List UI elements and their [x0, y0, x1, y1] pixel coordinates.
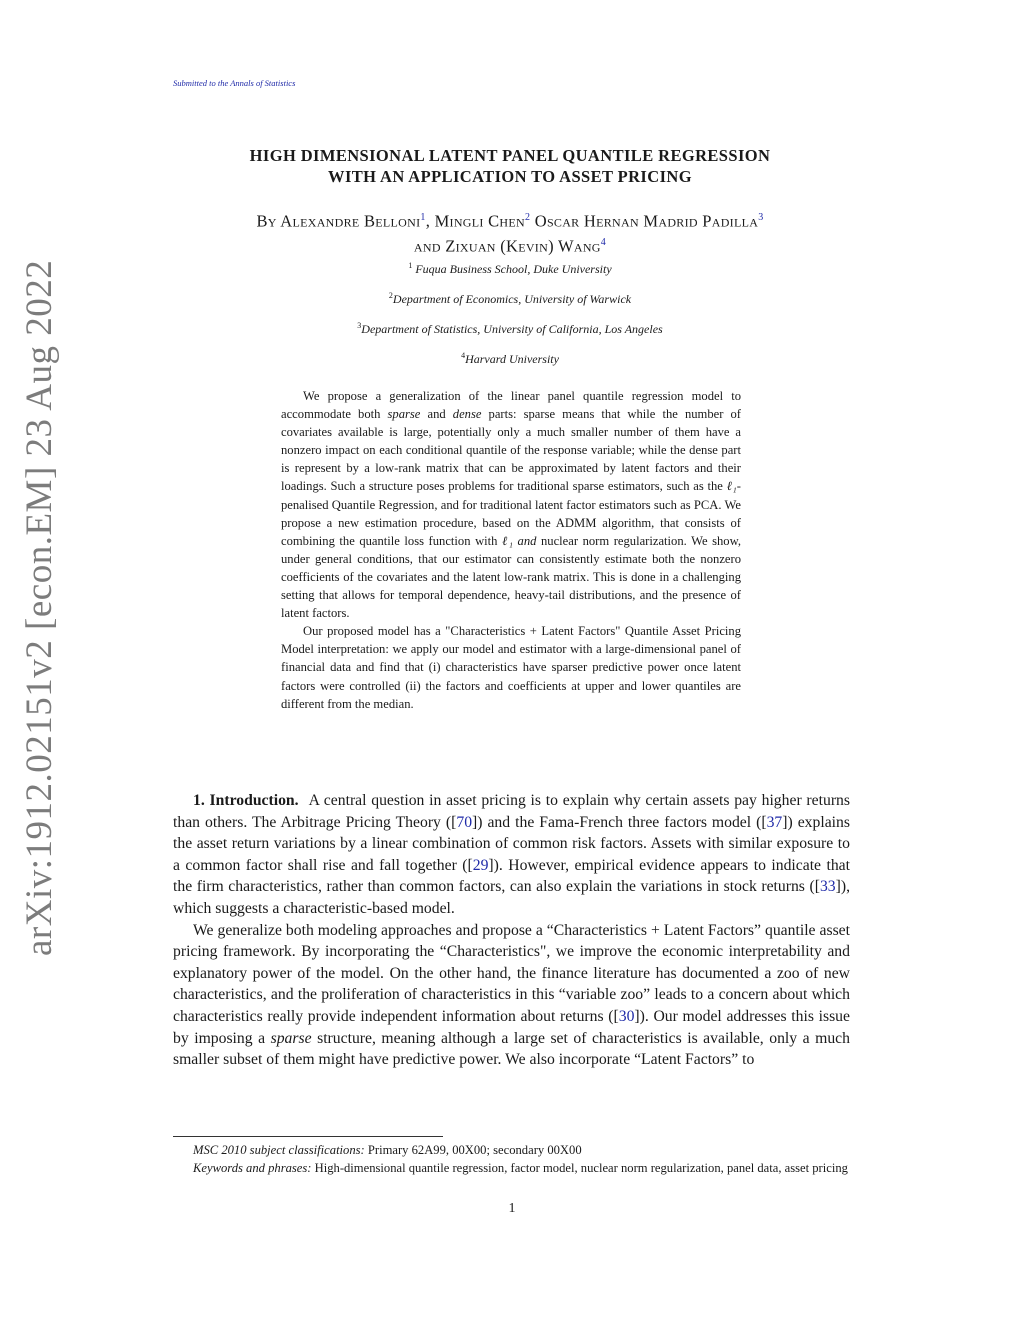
page-number: 1	[508, 1201, 516, 1216]
title-line-2: WITH AN APPLICATION TO ASSET PRICING	[328, 167, 692, 186]
keywords-footnote	[173, 1159, 850, 1177]
affiliation-mark: 4	[461, 351, 466, 360]
intro-paragraph-2	[173, 920, 850, 1071]
affil-mark-1[interactable]: 1	[420, 212, 426, 223]
author-chen: Mingli Chen	[434, 211, 525, 231]
body-text: A central question in asset pricing is to explain why certain assets pay higher returns than others. The Arbitrage Pricing Theory ([	[173, 792, 850, 831]
footnotes	[173, 1141, 850, 1177]
section-heading: 1. Introduction.	[193, 792, 299, 809]
abstract-text: parts: sparse means that while the number of covariates available is large, potentially only a much smaller number of them have a nonzero impact on each conditional quantile of the response variable; while the dense part is represent by a low-rank matrix that can be approximated by latent factors and their loadings. Such a structure poses problems for traditional sparse estimators, such as the	[281, 407, 741, 494]
body-text: structure, meaning although a large set of characteristics is available, only a much smaller subset of them might have predictive power. We also incorporate “Latent Factors” to	[173, 1029, 850, 1069]
and-label: and	[413, 236, 441, 255]
affiliation-text: Department of Statistics, University of California, Los Angeles	[361, 322, 663, 336]
citation-link[interactable]: 33	[819, 878, 836, 896]
affiliation-mark: 1	[408, 261, 413, 270]
body-text: ]) explains the asset return variations by a linear combination of common risk factors. Assets with similar exposure to a common factor shall rise and fall together ([	[173, 813, 850, 874]
affiliation-text: Fuqua Business School, Duke University	[412, 262, 612, 276]
author-separator: ,	[425, 211, 435, 231]
abstract-text: nuclear norm regularization. We show, under general conditions, that our estimator can consistently estimate both the nonzero coefficients of the covariates and the latent low-rank matrix. This is done in a challenging setting that allows for temporal dependence, heavy-tail distributions, and the presence of latent factors.	[281, 533, 742, 621]
emphasis-sparse: sparse	[387, 407, 421, 422]
abstract-text: and	[420, 407, 453, 422]
author-wang: Zixuan (Kevin) Wang	[440, 236, 601, 255]
author-belloni: Alexandre Belloni	[280, 211, 421, 231]
emphasis-and: and	[513, 533, 537, 548]
affiliation-mark: 2	[388, 291, 393, 300]
abstract-paragraph-1	[281, 387, 741, 622]
by-label: By	[256, 211, 277, 231]
citation-link[interactable]: 37	[766, 813, 783, 831]
affil-mark-2[interactable]: 2	[524, 212, 531, 223]
affiliation-3	[150, 321, 870, 337]
body-text: ]). Our model addresses this issue by imposing a	[173, 1007, 850, 1047]
body-text: We generalize both modeling approaches and propose a “Characteristics + Latent Factors” quantile asset pricing framework. By incorporating the “Characteristics", we improve the economic interpretability and explanatory power of the model. On the other hand, the finance literature has documented a zoo of new characteristics, and the proliferation of characteristics in this “variable zoo” leads to a concern about which characteristics really provide independent information about returns ([	[173, 921, 850, 1025]
author-padilla: Oscar Hernan Madrid Padilla	[530, 211, 759, 231]
l1-symbol: ℓ₁	[502, 533, 514, 548]
body-text: ]), which suggests a characteristic-based model.	[173, 878, 850, 917]
author-line-2	[150, 232, 870, 257]
affiliation-4	[150, 351, 870, 367]
footnote-divider	[173, 1136, 443, 1137]
abstract-text: We propose a generalization of the linear panel quantile regression model to accommodate both	[281, 389, 741, 422]
author-line-1	[150, 207, 870, 232]
citation-link[interactable]: 70	[456, 813, 473, 831]
affil-mark-4[interactable]: 4	[600, 236, 607, 248]
keywords-text: High-dimensional quantile regression, factor model, nuclear norm regularization, panel data, asset pricing	[311, 1161, 848, 1175]
msc-text: Primary 62A99, 00X00; secondary 00X00	[364, 1143, 582, 1157]
citation-link[interactable]: 29	[472, 856, 489, 874]
author-list	[150, 207, 870, 256]
emphasis-sparse: sparse	[270, 1029, 312, 1047]
affiliation-1	[150, 261, 870, 277]
arxiv-identifier-stamp: arXiv:1912.02151v2 [econ.EM] 23 Aug 2022	[19, 259, 60, 956]
body-text: ]). However, empirical evidence appears to indicate that the firm characteristics, rather than common factors, can also explain the variations in stock returns ([	[173, 856, 850, 896]
body-text: ]) and the Fama-French three factors model ([	[472, 813, 767, 831]
affiliation-text: Department of Economics, University of Warwick	[392, 292, 632, 306]
l1-symbol: ℓ₁	[726, 479, 737, 494]
msc-label: MSC 2010 subject classifications:	[193, 1143, 365, 1157]
affiliation-text: Harvard University	[465, 352, 559, 366]
citation-link[interactable]: 30	[618, 1007, 635, 1025]
affiliation-mark: 3	[357, 321, 362, 330]
title-line-1: HIGH DIMENSIONAL LATENT PANEL QUANTILE REGRESSION	[249, 146, 771, 165]
affiliation-2	[150, 291, 870, 307]
affil-mark-3[interactable]: 3	[758, 212, 764, 223]
msc-footnote	[173, 1141, 850, 1159]
paper-title	[160, 145, 860, 187]
keywords-label: Keywords and phrases:	[193, 1161, 312, 1175]
intro-paragraph-1	[173, 790, 850, 920]
emphasis-dense: dense	[452, 407, 482, 422]
abstract	[281, 387, 741, 713]
journal-submission-note: Submitted to the Annals of Statistics	[173, 78, 296, 88]
abstract-paragraph-2: Our proposed model has a "Characteristics + Latent Factors" Quantile Asset Pricing Model interpretation: we apply our model and estimator with a large-dimensional panel of financial data and find that (i) characteristics have sparser predictive power once latent factors were controlled (ii) the factors and coefficients at upper and lower quantiles are different from the median.	[281, 624, 741, 711]
introduction-section	[173, 790, 850, 1071]
abstract-text: -penalised Quantile Regression, and for traditional latent factor estimators such as PCA. We propose a new estimation procedure, based on the ADMM algorithm, that consists of combining the quantile loss function with	[281, 479, 741, 548]
